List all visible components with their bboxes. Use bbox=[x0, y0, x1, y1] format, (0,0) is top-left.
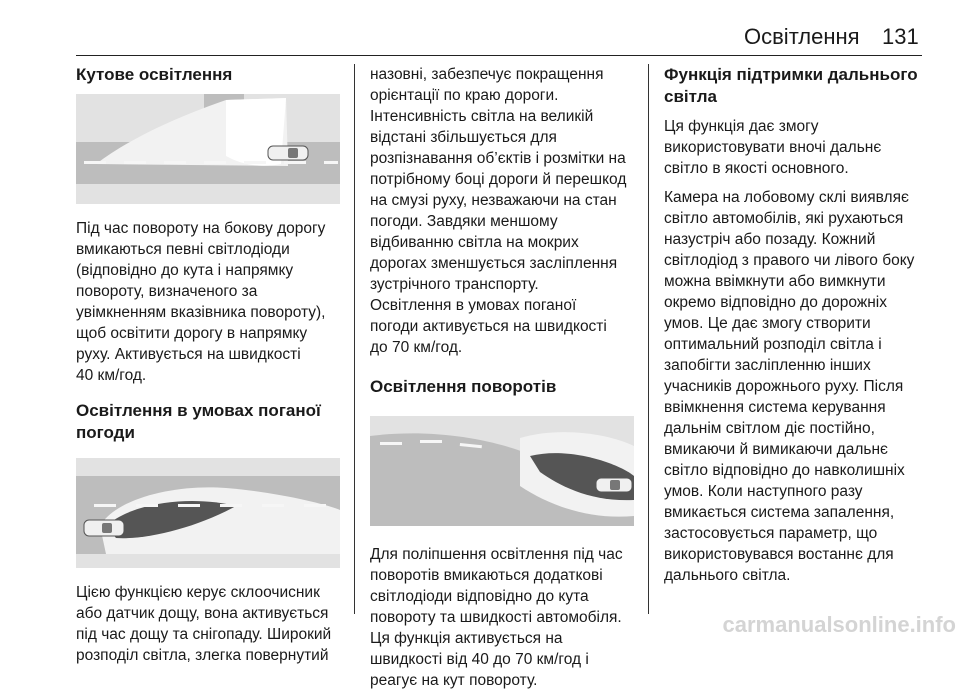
heading-line: світла bbox=[664, 87, 717, 106]
paragraph-high-beam-details bbox=[664, 187, 926, 586]
bad-weather-light-figure bbox=[76, 458, 340, 568]
text-line: зустрічного транспорту. bbox=[370, 276, 539, 293]
column-divider-left bbox=[354, 64, 355, 614]
text-line: світло автомобілів, які рухаються bbox=[664, 210, 904, 227]
text-line: назустріч або позаду. Кожний bbox=[664, 231, 876, 248]
text-line: Камера на лобовому склі виявляє bbox=[664, 189, 909, 206]
text-line: повороту та швидкості автомобіля. bbox=[370, 609, 622, 626]
heading-cornering-light: Кутове освітлення bbox=[76, 65, 233, 84]
text-line: вмикається система запалення, bbox=[664, 504, 895, 521]
heading-line: Освітлення в умовах поганої bbox=[76, 401, 321, 420]
text-line: потрібному боці дороги й перешкод bbox=[370, 171, 627, 188]
text-line: руху. Активується на швидкості bbox=[76, 346, 301, 363]
header-rule bbox=[76, 55, 922, 56]
text-line: дальнім світлом діє постійно, bbox=[664, 420, 875, 437]
cornering-light-figure bbox=[76, 94, 340, 204]
heading-line: погоди bbox=[76, 423, 135, 442]
heading-line: Функція підтримки дальнього bbox=[664, 65, 918, 84]
text-line: вмикаються певні світлодіоди bbox=[76, 241, 290, 258]
text-line: Інтенсивність світла на великій bbox=[370, 108, 594, 125]
column-divider-right bbox=[648, 64, 649, 614]
paragraph-curve-light bbox=[370, 544, 634, 691]
header-title: Освітлення bbox=[744, 24, 860, 49]
text-line: умов. Це дає змогу створити bbox=[664, 315, 871, 332]
text-line: розпізнавання об’єктів і розмітки на bbox=[370, 150, 626, 167]
text-line: назовні, забезпечує покращення bbox=[370, 66, 604, 83]
text-line: або датчик дощу, вона активується bbox=[76, 605, 329, 622]
text-line: Ця функція дає змогу bbox=[664, 118, 819, 135]
text-line: Освітлення в умовах поганої bbox=[370, 297, 577, 314]
text-line: реагує на кут повороту. bbox=[370, 672, 538, 689]
text-line: учасників дорожнього руху. Після bbox=[664, 378, 904, 395]
text-line: повороту, визначеного за bbox=[76, 283, 258, 300]
text-line: умов. Коли наступного разу bbox=[664, 483, 863, 500]
heading-bad-weather-light bbox=[76, 400, 342, 444]
text-line: щоб освітити дорогу в напрямку bbox=[76, 325, 308, 342]
text-line: до 70 км/год. bbox=[370, 339, 463, 356]
text-line: на смузі руху, незважаючи на стан bbox=[370, 192, 617, 209]
paragraph-high-beam-intro bbox=[664, 116, 926, 179]
text-line: запобігти засліпленню інших bbox=[664, 357, 871, 374]
text-line: дорогах зменшується засліплення bbox=[370, 255, 618, 272]
text-line: Ця функція активується на bbox=[370, 630, 563, 647]
paragraph-cornering bbox=[76, 218, 342, 386]
text-line: окремо відповідно до дорожніх bbox=[664, 294, 887, 311]
text-line: ввімкнення система керування bbox=[664, 399, 886, 416]
text-line: відбиванню світла на мокрих bbox=[370, 234, 579, 251]
heading-curve-light: Освітлення поворотів bbox=[370, 377, 557, 396]
column-3 bbox=[664, 64, 926, 586]
paragraph-bad-weather-continued bbox=[370, 64, 634, 358]
text-line: вмикаючи й вимикаючи дальнє bbox=[664, 441, 888, 458]
text-line: використовувати вночі дальнє bbox=[664, 139, 882, 156]
text-line: світло в якості основного. bbox=[664, 160, 849, 177]
text-line: поворотів вмикаються додаткові bbox=[370, 567, 603, 584]
text-line: 40 км/год. bbox=[76, 367, 147, 384]
text-line: застосовується параметр, що bbox=[664, 525, 878, 542]
text-line: відстані збільшується для bbox=[370, 129, 557, 146]
text-line: дальнього світла. bbox=[664, 567, 791, 584]
text-line: можна ввімкнути або вимкнути bbox=[664, 273, 886, 290]
text-line: Під час повороту на бокову дорогу bbox=[76, 220, 326, 237]
page-number: 131 bbox=[882, 24, 919, 49]
text-line: погоди. Завдяки меншому bbox=[370, 213, 558, 230]
text-line: швидкості від 40 до 70 км/год і bbox=[370, 651, 589, 668]
text-line: світлодіод з правого чи лівого боку bbox=[664, 252, 915, 269]
watermark: carmanualsonline.info bbox=[722, 612, 956, 637]
text-line: світлодіоди відповідно до кута bbox=[370, 588, 589, 605]
text-line: Цією функцією керує склоочисник bbox=[76, 584, 320, 601]
curve-light-figure bbox=[370, 416, 634, 526]
column-1 bbox=[76, 64, 342, 666]
text-line: орієнтації по краю дороги. bbox=[370, 87, 559, 104]
text-line: (відповідно до кута і напрямку bbox=[76, 262, 294, 279]
text-line: увімкненням вказівника повороту), bbox=[76, 304, 326, 321]
text-line: оптимальний розподіл світла і bbox=[664, 336, 882, 353]
text-line: використовувався востаннє для bbox=[664, 546, 894, 563]
text-line: розподіл світла, злегка повернутий bbox=[76, 647, 329, 664]
text-line: Для поліпшення освітлення під час bbox=[370, 546, 623, 563]
text-line: світло відповідно до навколишніх bbox=[664, 462, 905, 479]
column-2 bbox=[370, 64, 634, 691]
heading-high-beam-assist bbox=[664, 64, 926, 108]
text-line: під час дощу та снігопаду. Широкий bbox=[76, 626, 332, 643]
paragraph-bad-weather bbox=[76, 582, 342, 666]
text-line: погоди активується на швидкості bbox=[370, 318, 607, 335]
